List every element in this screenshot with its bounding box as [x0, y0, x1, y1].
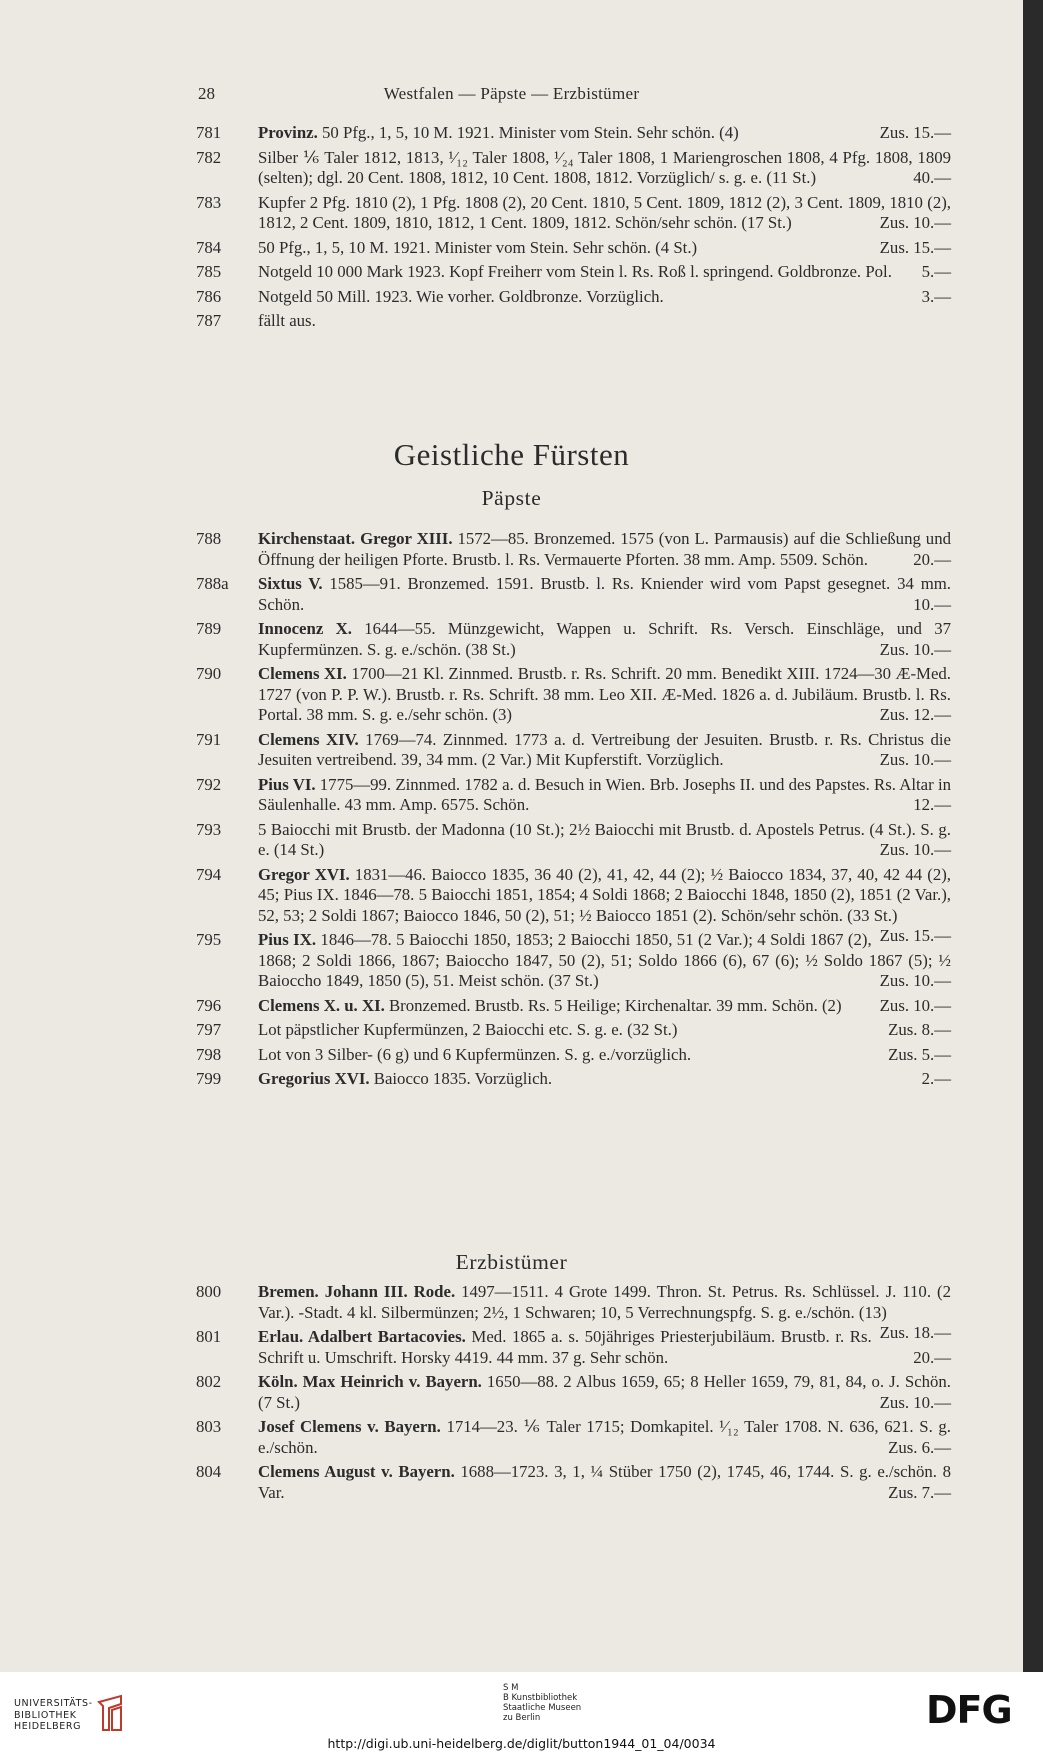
- subsection-title-paepste: Päpste: [481, 486, 542, 510]
- entry-body: [258, 820, 951, 861]
- entry-number: 799: [196, 1069, 222, 1088]
- entry-text: Bronzemed. Brustb. Rs. 5 Heilige; Kirchenaltar. 39 mm. Schön. (2): [384, 995, 842, 1015]
- entry-number: 782: [196, 147, 222, 167]
- entry-number: 792: [196, 774, 222, 794]
- entry-text: Lot päpstlicher Kupfermünzen, 2 Baiocchi etc. S. g. e. (32 St.): [258, 1020, 678, 1039]
- entry-number: 803: [196, 1417, 222, 1436]
- catalog-entry: [0, 238, 1023, 259]
- entry-price: 12.—: [913, 795, 951, 814]
- entry-number: 790: [196, 664, 222, 683]
- entry-lead: Clemens XIV.: [258, 729, 359, 749]
- catalog-entry: [0, 1045, 1023, 1066]
- entry-number: 783: [196, 192, 222, 212]
- entry-body: [258, 1045, 951, 1066]
- entry-price: Zus. 5.—: [888, 1044, 951, 1064]
- entry-text: 1846—78. 5 Baiocchi 1850, 1853; 2 Baiocchi 1850, 51 (2 Var.); 4 Soldi 1867 (2), 1868; 2 Soldi 1866, 1867; Baioccho 1847, 50 (2), 51; Soldo 1866 (6), 67 (6); ½ Soldo 1867 (5); ½ Baioccho 1849, 1850 (5), 51. Meist schön. (37 St.): [258, 930, 951, 990]
- entries-westfalen: [0, 123, 1023, 336]
- entry-price: Zus. 10.—: [879, 840, 951, 859]
- entry-number: 797: [196, 1020, 222, 1039]
- entry-price: Zus. 10.—: [879, 639, 951, 659]
- entry-text: fällt aus.: [258, 311, 316, 330]
- dfg-logo[interactable]: DFG: [926, 1688, 1012, 1732]
- entry-number: 785: [196, 262, 222, 281]
- entry-text: 1775—99. Zinnmed. 1782 a. d. Besuch in Wien. Brb. Josephs II. und des Papstes. Rs. Altar in Säulenhalle. 43 mm. Amp. 6575. Schön.: [258, 774, 951, 814]
- entry-text: Silber ⅙ Taler 1812, 1813, ¹⁄₁₂ Taler 1808, ¹⁄₂₄ Taler 1808, 1 Mariengroschen 1808, 4 Pfg. 1808, 1809 (selten); dgl. 20 Cent. 1808, 1812, 10 Cent. 1808, 1812. Vorzüglich/ s. g. e. (11 St.): [258, 147, 951, 187]
- entry-body: [258, 148, 951, 189]
- logo-line: UNIVERSITÄTS-: [14, 1698, 93, 1709]
- entry-lead: Clemens August v. Bayern.: [258, 1462, 455, 1481]
- catalog-entry: [0, 1372, 1023, 1413]
- entry-lead: Pius VI.: [258, 774, 316, 794]
- entry-body: [258, 1462, 951, 1503]
- smb-line: B Kunstbibliothek: [503, 1693, 578, 1703]
- entry-lead: Köln. Max Heinrich v. Bayern.: [258, 1372, 482, 1391]
- university-seal-icon: [95, 1692, 125, 1732]
- entry-lead: Pius IX.: [258, 930, 317, 949]
- entry-number: 786: [196, 286, 222, 306]
- source-url[interactable]: http://digi.ub.uni-heidelberg.de/diglit/button1944_01_04/0034: [327, 1736, 716, 1751]
- entry-text: Lot von 3 Silber- (6 g) und 6 Kupfermünzen. S. g. e./vorzüglich.: [258, 1044, 692, 1064]
- entry-price: Zus. 10.—: [879, 971, 951, 990]
- smb-line: S M: [503, 1683, 519, 1693]
- entry-price: Zus. 18.—: [879, 1323, 951, 1342]
- catalog-entry: [0, 1069, 1023, 1090]
- catalog-entry: [0, 262, 1023, 283]
- catalog-entry: [0, 775, 1023, 816]
- entry-text: 1700—21 Kl. Zinnmed. Brustb. r. Rs. Schrift. 20 mm. Benedikt XIII. 1724—30 Æ-Med. 1727 (von P. P. W.). Brustb. r. Rs. Schrift. 38 mm. Leo XII. Æ-Med. 1826 a. d. Jubiläum. Brustb. l. Rs. Portal. 38 mm. S. g. e./sehr schön. (3): [258, 664, 952, 724]
- entry-price: Zus. 10.—: [879, 750, 951, 769]
- entry-number: 781: [196, 123, 222, 142]
- entry-number: 789: [196, 619, 222, 638]
- entry-lead: Sixtus V.: [258, 574, 323, 593]
- entry-number: 800: [196, 1282, 222, 1301]
- catalog-entry: [0, 148, 1023, 189]
- scan-edge: [1023, 0, 1043, 1672]
- entry-body: [258, 262, 951, 283]
- entry-lead: Innocenz X.: [258, 619, 352, 638]
- entry-price: 10.—: [913, 594, 951, 614]
- entry-body: [258, 123, 951, 144]
- entry-price: 5.—: [921, 262, 951, 281]
- entry-body: [258, 996, 951, 1017]
- entry-text: Notgeld 50 Mill. 1923. Wie vorher. Goldbronze. Vorzüglich.: [258, 286, 664, 306]
- catalog-entry: [0, 311, 1023, 332]
- entry-number: 784: [196, 237, 222, 257]
- running-title: Westfalen — Päpste — Erzbistümer: [383, 84, 640, 103]
- entry-price: 3.—: [921, 286, 951, 306]
- smb-logo[interactable]: [503, 1683, 581, 1723]
- catalog-entry: [0, 619, 1023, 660]
- entry-body: [258, 930, 951, 992]
- catalog-entry: [0, 930, 1023, 992]
- entry-body: [258, 574, 951, 615]
- entry-body: [258, 238, 951, 259]
- entry-body: [258, 864, 951, 945]
- entry-number: 802: [196, 1372, 222, 1391]
- entry-text: 50 Pfg., 1, 5, 10 M. 1921. Minister vom Stein. Sehr schön. (4): [317, 123, 739, 142]
- entry-text: 5 Baiocchi mit Brustb. der Madonna (10 St.); 2½ Baiocchi mit Brustb. d. Apostels Petrus. (4 St.). S. g. e. (14 St.): [258, 819, 951, 859]
- logo-line: BIBLIOTHEK: [14, 1709, 77, 1721]
- entry-lead: Provinz.: [258, 123, 318, 142]
- entry-number: 787: [196, 311, 222, 330]
- entry-body: [258, 1417, 951, 1458]
- entry-number: 804: [196, 1462, 222, 1481]
- entry-text: Med. 1865 a. s. 50jähriges Priesterjubiläum. Brustb. r. Rs. Schrift u. Umschrift. Horsky 4419. 44 mm. 37 g. Sehr schön.: [258, 1327, 872, 1367]
- entry-lead: Clemens X. u. XI.: [258, 995, 385, 1015]
- entries-erzbistuemer: [0, 1282, 1023, 1507]
- entry-body: [258, 619, 951, 660]
- catalog-entry: [0, 996, 1023, 1017]
- entry-text: 1497—1511. 4 Grote 1499. Thron. St. Petrus. Rs. Schlüssel. J. 110. (2 Var.). -Stadt. 4 kl. Silbermünzen; 2½, 1 Schwaren; 10, 5 Verrechnungspfg. S. g. e./schön. (13): [258, 1282, 951, 1322]
- section-title: Geistliche Fürsten: [393, 437, 630, 472]
- entry-text: Baiocco 1835. Vorzüglich.: [369, 1069, 553, 1088]
- catalog-entry: [0, 123, 1023, 144]
- entry-price: Zus. 15.—: [879, 237, 951, 257]
- entry-lead: Gregorius XVI.: [258, 1069, 370, 1088]
- entry-price: Zus. 10.—: [879, 995, 951, 1015]
- entry-price: Zus. 6.—: [888, 1437, 951, 1457]
- entry-body: [258, 1069, 951, 1090]
- entry-price: Zus. 15.—: [879, 926, 951, 945]
- catalog-entry: [0, 730, 1023, 771]
- entry-price: Zus. 12.—: [879, 705, 951, 724]
- entry-number: 795: [196, 930, 222, 949]
- entry-body: [258, 193, 951, 234]
- entry-price: 20.—: [913, 549, 951, 569]
- entry-number: 798: [196, 1044, 222, 1064]
- entry-body: [258, 1327, 951, 1368]
- entry-text: 1831—46. Baiocco 1835, 36 40 (2), 41, 42, 44 (2); ½ Baiocco 1834, 37, 40, 42 44 (2), 45; Pius IX. 1846—78. 5 Baiocchi 1851, 1854; 4 Soldi 1868; 2 Baiocchi 1848, 1850 (2), 1851 (2 Var.), 52, 53; 2 Soldi 1867; Baiocco 1846, 50 (2), 51; ½ Baiocco 1851 (2). Schön/sehr schön. (33 St.): [258, 864, 951, 925]
- logo-line: HEIDELBERG: [14, 1721, 82, 1732]
- entry-lead: Kirchenstaat. Gregor XIII.: [258, 529, 453, 548]
- entry-price: Zus. 15.—: [879, 123, 951, 142]
- entry-number: 791: [196, 729, 222, 749]
- entry-text: 1585—91. Bronzemed. 1591. Brustb. l. Rs. Kniender wird vom Papst gesegnet. 34 mm. Schön.: [258, 574, 951, 614]
- entry-number: 793: [196, 819, 222, 839]
- catalog-entry: [0, 529, 1023, 570]
- entry-body: [258, 311, 951, 332]
- catalog-entry: [0, 193, 1023, 234]
- entry-lead: Josef Clemens v. Bayern.: [258, 1417, 441, 1436]
- entry-number: 788: [196, 529, 222, 548]
- page-number: 28: [198, 84, 215, 103]
- entry-lead: Bremen. Johann III. Rode.: [258, 1282, 456, 1301]
- catalog-entry: [0, 287, 1023, 308]
- catalog-entry: [0, 664, 1023, 726]
- catalog-entry: [0, 820, 1023, 861]
- entry-lead: Clemens XI.: [258, 664, 347, 683]
- catalog-entry: [0, 574, 1023, 615]
- entry-body: [258, 775, 951, 816]
- entry-number: 788a: [196, 574, 229, 593]
- entry-text: 50 Pfg., 1, 5, 10 M. 1921. Minister vom Stein. Sehr schön. (4 St.): [258, 237, 698, 257]
- entry-number: 801: [196, 1327, 222, 1346]
- entry-body: [258, 664, 951, 726]
- subsection-title-erzbistuemer: Erzbistümer: [455, 1250, 568, 1274]
- entry-lead: Erlau. Adalbert Bartacovies.: [258, 1327, 466, 1346]
- catalog-entry: [0, 1327, 1023, 1368]
- entry-text: 1769—74. Zinnmed. 1773 a. d. Vertreibung der Jesuiten. Brustb. r. Rs. Christus die Jesuiten vertreibend. 39, 34 mm. (2 Var.) Mit Kupferstift. Vorzüglich.: [258, 729, 951, 769]
- entry-price: Zus. 10.—: [879, 213, 951, 232]
- smb-line: zu Berlin: [503, 1713, 541, 1723]
- entry-price: Zus. 10.—: [879, 1392, 951, 1412]
- entry-body: [258, 730, 951, 771]
- entry-body: [258, 1372, 951, 1413]
- entry-number: 796: [196, 995, 222, 1015]
- entry-text: 1688—1723. 3, 1, ¼ Stüber 1750 (2), 1745, 46, 1744. S. g. e./schön. 8 Var.: [258, 1462, 951, 1502]
- entry-text: 1644—55. Münzgewicht, Wappen u. Schrift. Rs. Versch. Einschläge, und 37 Kupfermünzen. S. g. e./schön. (38 St.): [258, 619, 952, 659]
- entry-text: 1650—88. 2 Albus 1659, 65; 8 Heller 1659, 79, 81, 84, o. J. Schön. (7 St.): [258, 1372, 952, 1412]
- entry-price: 2.—: [921, 1069, 951, 1088]
- university-library-logo[interactable]: [14, 1698, 93, 1733]
- entries-paepste: [0, 529, 1023, 1094]
- entry-body: [258, 1020, 951, 1041]
- entry-price: 20.—: [913, 1347, 951, 1367]
- entry-body: [258, 529, 951, 570]
- entry-text: 1714—23. ⅙ Taler 1715; Domkapitel. ¹⁄₁₂ Taler 1708. N. 636, 621. S. g. e./schön.: [258, 1417, 951, 1457]
- entry-lead: Gregor XVI.: [258, 864, 350, 884]
- entry-text: Kupfer 2 Pfg. 1810 (2), 1 Pfg. 1808 (2), 20 Cent. 1810, 5 Cent. 1809, 1812 (2), 3 Cent. 1809, 1810 (2), 1812, 2 Cent. 1809, 1810, 1812, 1 Cent. 1809, 1812. Schön/sehr schön. (17 St.): [258, 192, 951, 232]
- catalog-entry: [0, 1020, 1023, 1041]
- entry-price: 40.—: [913, 168, 951, 187]
- entry-body: [258, 287, 951, 308]
- entry-price: Zus. 8.—: [888, 1020, 951, 1039]
- entry-price: Zus. 7.—: [888, 1482, 951, 1502]
- entry-text: Notgeld 10 000 Mark 1923. Kopf Freiherr vom Stein l. Rs. Roß l. springend. Goldbronze. Pol.: [258, 262, 892, 281]
- entry-number: 794: [196, 864, 222, 884]
- catalog-entry: [0, 1417, 1023, 1458]
- catalog-entry: [0, 1462, 1023, 1503]
- smb-line: Staatliche Museen: [503, 1703, 582, 1713]
- entry-text: 1572—85. Bronzemed. 1575 (von L. Parmausis) auf die Schließung und Öffnung der heiligen Pforte. Brustb. l. Rs. Vermauerte Pforten. 38 mm. Amp. 5509. Schön.: [258, 529, 951, 569]
